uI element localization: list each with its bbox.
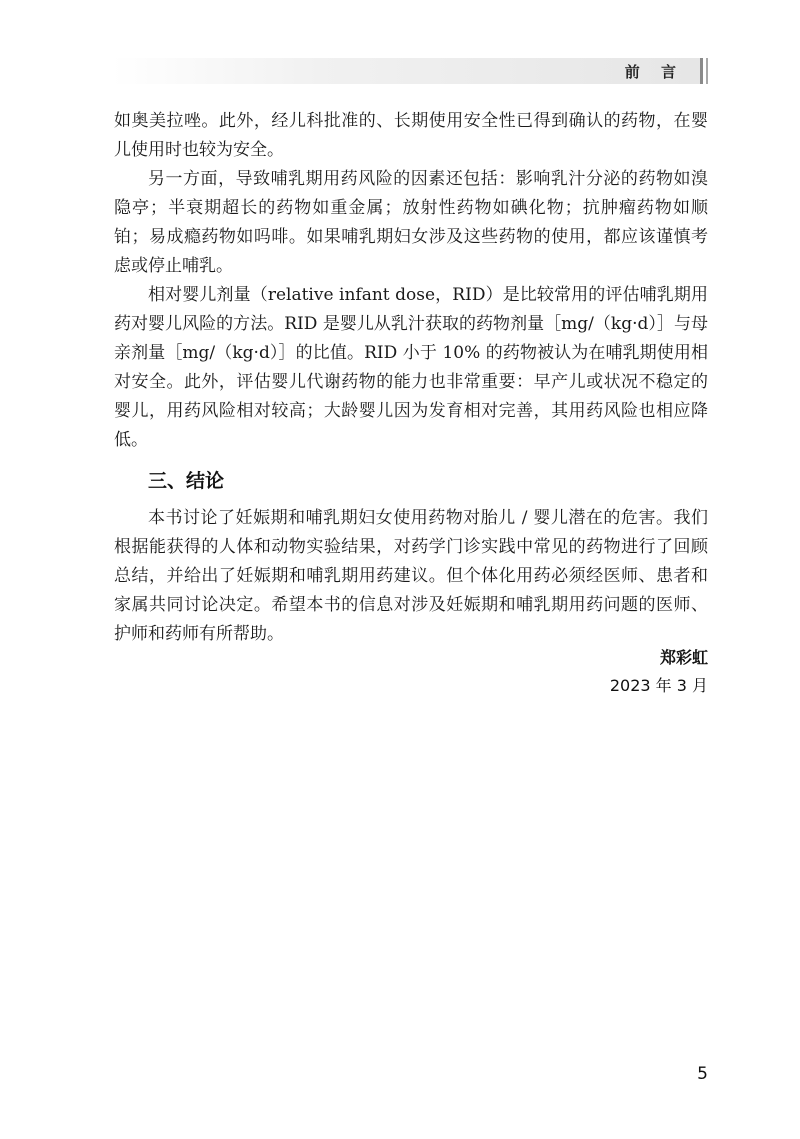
section-heading-conclusion: 三、结论 <box>148 470 225 492</box>
header-divider-bar-thin <box>706 58 708 84</box>
page-body <box>114 107 708 649</box>
body-paragraph-conclusion: 本书讨论了妊娠期和哺乳期妇女使用药物对胎儿 / 婴儿潜在的危害。我们根据能获得的人体和动物实验结果，对药学门诊实践中常见的药物进行了回顾总结，并给出了妊娠期和哺乳期用药建议。但个体化用药必须经医师、患者和家属共同讨论决定。希望本书的信息对涉及妊娠期和哺乳期用药问题的医师、护师和药师有所帮助。 <box>114 508 708 644</box>
body-paragraph-continued: 如奥美拉唑。此外，经儿科批准的、长期使用安全性已得到确认的药物，在婴儿使用时也较为安全。 <box>114 111 708 160</box>
signature-author: 郑彩虹 <box>659 648 708 667</box>
running-header-band <box>112 58 700 84</box>
body-paragraph-risk-factors: 另一方面，导致哺乳期用药风险的因素还包括：影响乳汁分泌的药物如溴隐亭；半衰期超长的药物如重金属；放射性药物如碘化物；抗肿瘤药物如顺铂；易成瘾药物如吗啡。如果哺乳期妇女涉及这些药物的使用，都应该谨慎考虑或停止哺乳。 <box>114 169 708 276</box>
page-number: 5 <box>697 1064 708 1084</box>
body-paragraph-rid: 相对婴儿剂量（relative infant dose，RID）是比较常用的评估哺乳期用药对婴儿风险的方法。RID 是婴儿从乳汁获取的药物剂量［mg/（kg·d）］与母亲剂量［mg/（kg·d）］的比值。RID 小于 10% 的药物被认为在哺乳期使用相对安全。此外，评估婴儿代谢药物的能力也非常重要：早产儿或状况不稳定的婴儿，用药风险相对较高；大龄婴儿因为发育相对完善，其用药风险也相应降低。 <box>114 285 708 450</box>
running-header-title: 前 言 <box>624 63 684 81</box>
signature-date: 2023 年 3 月 <box>609 676 708 695</box>
header-divider-bar <box>700 58 703 84</box>
